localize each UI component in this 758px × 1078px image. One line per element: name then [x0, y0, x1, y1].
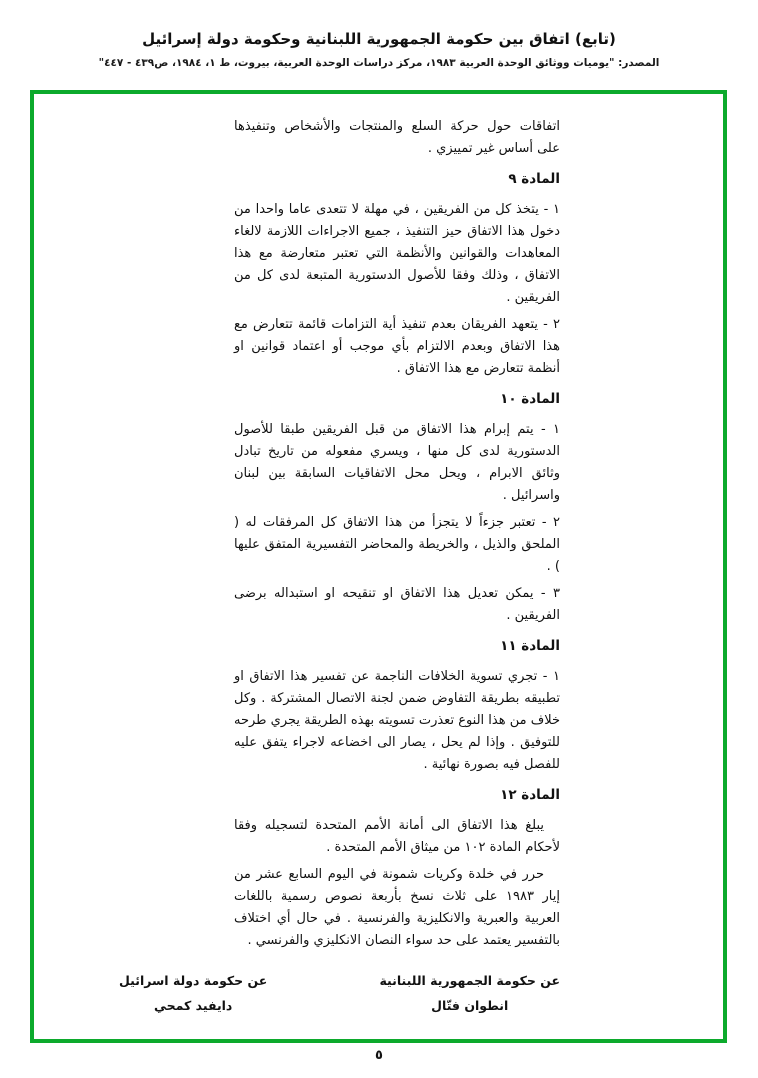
article-9-clause-1: ١ - يتخذ كل من الفريقين ، في مهلة لا تتعدى عاما واحدا من دخول هذا الاتفاق حيز التنفيذ ، جميع الاجراءات اللازمة لالغاء المعاهدات والقوانين والأنظمة التي تعتبر متعارضة مع هذا الاتفاق ، وذلك وفقا للأصول الدستورية المتبعة لدى كل من الفريقين . [234, 202, 560, 305]
document-body [234, 116, 560, 952]
article-9-heading: المادة ٩ [508, 171, 560, 187]
signatory-name-israel: دايفيد كمحي [153, 998, 233, 1013]
article-10-clause-2: ٢ - تعتبر جزءاً لا يتجزأ من هذا الاتفاق كل المرفقات له ( الملحق والذيل ، والخريطة والمحاضر التفسيرية المتفق عليها ) . [234, 515, 560, 574]
signature-title-israel: عن حكومة دولة اسرائيل [119, 973, 268, 988]
page-number: ٥ [375, 1048, 383, 1063]
closing-paragraph: حرر في خلدة وكريات شمونة في اليوم السابع عشر من إيار ١٩٨٣ على ثلاث نسخ بأربعة نصوص رسمية باللغات العربية والعبرية والانكليزية والفرنسية . في حال أي اختلاف بالتفسير يعتمد على حد سواء النصان الانكليزي والفرنسي . [234, 867, 560, 948]
signature-israel [119, 973, 267, 1013]
article-9-clause-2: ٢ - يتعهد الفريقان بعدم تنفيذ أية التزامات قائمة تتعارض مع هذا الاتفاق وبعدم الالتزام بأي موجب أو اعتماد قوانين او أنظمة تتعارض مع هذا الاتفاق . [234, 317, 560, 376]
article-12-paragraph: يبلغ هذا الاتفاق الى أمانة الأمم المتحدة لتسجيله وفقا لأحكام المادة ١٠٢ من ميثاق الأمم المتحدة . [234, 818, 560, 855]
signatory-name-lebanon: انطوان فتّال [431, 998, 509, 1013]
article-11-clause-1: ١ - تجري تسوية الخلافات الناجمة عن تفسير هذا الاتفاق او تطبيقه بطريقة التفاوض ضمن لجنة الاتصال المشتركة . وكل خلاف من هذا النوع تعذرت تسويته بهذه الطريقة يجري طرحه للتوفيق . وإذا لم يحل ، يصار الى اخضاعه لاجراء يتفق عليه للفصل فيه بصورة نهائية . [234, 669, 560, 772]
green-border-frame [30, 90, 727, 1043]
article-12-heading: المادة ١٢ [500, 787, 560, 803]
article-10-clause-3: ٣ - يمكن تعديل هذا الاتفاق او تنقيحه او استبداله برضى الفريقين . [234, 586, 560, 623]
article-10-heading: المادة ١٠ [500, 391, 560, 407]
signature-block [119, 973, 560, 1013]
intro-paragraph: اتفاقات حول حركة السلع والمنتجات والأشخاص وتنفيذها على أساس غير تمييزي . [234, 119, 560, 156]
document-title: (تابع) اتفاق بين حكومة الجمهورية اللبنانية وحكومة دولة إسرائيل [142, 30, 616, 48]
source-citation: المصدر: "يوميات ووثائق الوحدة العربية ١٩٨٣، مركز دراسات الوحدة العربية، بيروت، ط ١، ١٩٨٤، ص٤٣٩ - ٤٤٧" [98, 57, 660, 69]
article-11-heading: المادة ١١ [500, 638, 560, 654]
article-10-clause-1: ١ - يتم إبرام هذا الاتفاق من قبل الفريقين طبقا للأصول الدستورية لدى كل منها ، ويسري مفعوله من تاريخ تبادل وثائق الابرام ، ويحل محل الاتفاقيات السابقة بين لبنان واسرائيل . [234, 422, 560, 503]
signature-lebanon [379, 973, 560, 1013]
signature-title-lebanon: عن حكومة الجمهورية اللبنانية [379, 973, 560, 988]
